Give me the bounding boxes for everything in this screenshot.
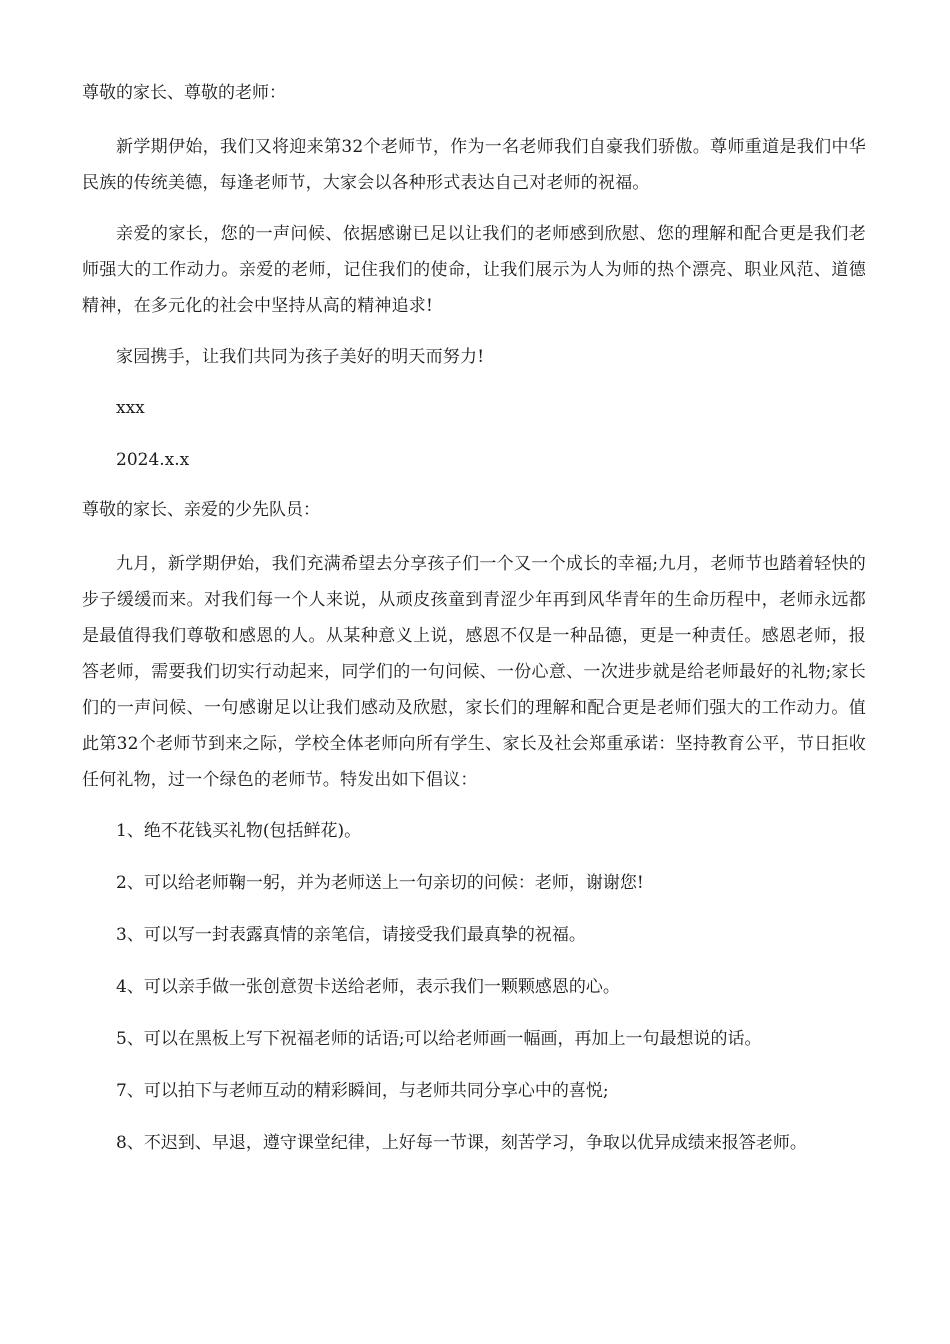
letter2-intro-paragraph: 九月，新学期伊始，我们充满希望去分享孩子们一个又一个成长的幸福;九月，老师节也踏着轻快的步子缓缓而来。对我们每一个人来说，从顽皮孩童到青涩少年再到风华青年的生命历程中，老师永远都是最值得我们尊敬和感恩的人。从某种意义上说，感恩不仅是一种品德，更是一种责任。感恩老师，报答老师，需要我们切实行动起来，同学们的一句问候、一份心意、一次进步就是给老师最好的礼物;家长们的一声问候、一句感谢足以让我们感动及欣慰，家长们的理解和配合更是老师们强大的工作动力。值此第32个老师节到来之际，学校全体老师向所有学生、家长及社会郑重承诺：坚持教育公平，节日拒收任何礼物，过一个绿色的老师节。特发出如下倡议：	[82, 554, 866, 790]
letter1-paragraph: 新学期伊始，我们又将迎来第32个老师节，作为一名老师我们自豪我们骄傲。尊师重道是我们中华民族的传统美德，每逢老师节，大家会以各种形式表达自己对老师的祝福。	[82, 137, 866, 193]
letter1-date: 2024.x.x	[116, 450, 190, 470]
proposal-item: 5、可以在黑板上写下祝福老师的话语;可以给老师画一幅画，再加上一句最想说的话。	[116, 1029, 762, 1049]
proposal-item: 2、可以给老师鞠一躬，并为老师送上一句亲切的问候：老师，谢谢您!	[116, 873, 644, 893]
letter1-paragraph: 家园携手，让我们共同为孩子美好的明天而努力!	[116, 347, 485, 367]
letter1-signature: xxx	[116, 398, 145, 418]
proposal-item: 3、可以写一封表露真情的亲笔信，请接受我们最真挚的祝福。	[116, 925, 586, 945]
letter2-greeting: 尊敬的家长、亲爱的少先队员：	[82, 500, 320, 520]
proposal-item: 7、可以拍下与老师互动的精彩瞬间，与老师共同分享心中的喜悦;	[116, 1081, 609, 1101]
document-page	[82, 78, 866, 1180]
letter1-paragraph: 亲爱的家长，您的一声问候、依据感谢已足以让我们的老师感到欣慰、您的理解和配合更是我们老师强大的工作动力。亲爱的老师，记住我们的使命，让我们展示为人为师的热个漂亮、职业风范、道德精神，在多元化的社会中坚持从高的精神追求!	[82, 224, 866, 316]
letter1-greeting: 尊敬的家长、尊敬的老师：	[82, 83, 286, 103]
proposal-item: 8、不迟到、早退，遵守课堂纪律，上好每一节课，刻苦学习，争取以优异成绩来报答老师。	[116, 1133, 807, 1153]
proposal-item: 4、可以亲手做一张创意贺卡送给老师，表示我们一颗颗感恩的心。	[116, 977, 620, 997]
proposal-item: 1、绝不花钱买礼物(包括鲜花)。	[116, 821, 362, 841]
